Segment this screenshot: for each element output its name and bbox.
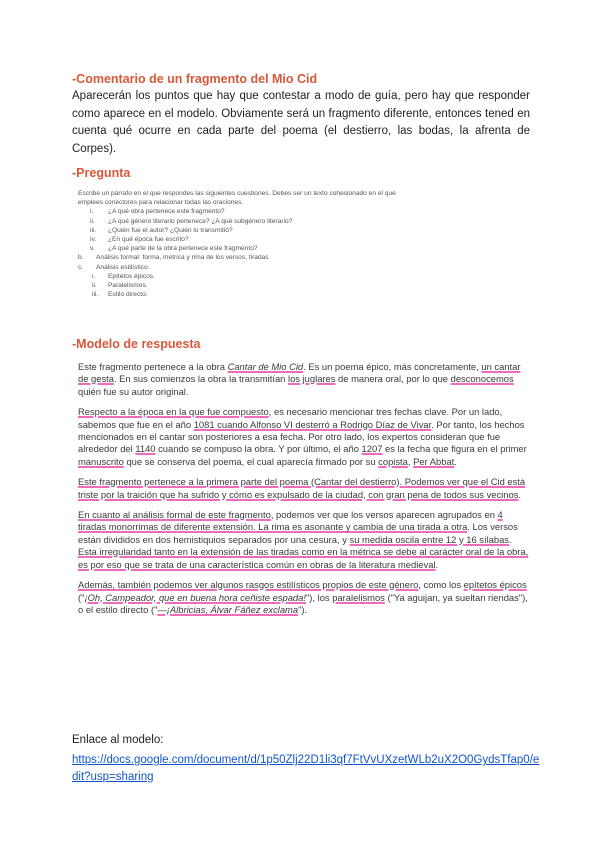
section-heading-comentario: -Comentario de un fragmento del Mio Cid bbox=[72, 72, 318, 86]
model-link[interactable]: https://docs.google.com/document/d/1p50Zlj22D1li3qf7FtVvUXzetWLb2uX2O0GydsTfap0/edit?usp=sharing bbox=[72, 754, 540, 783]
answer-block bbox=[78, 361, 532, 624]
answer-paragraph-1 bbox=[78, 361, 532, 398]
answer-text: es la fecha que figura en el primer bbox=[382, 443, 527, 455]
question-intro: Escribe un párrafo en el que respondes las siguientes cuestiones. Debes ser un texto cohesionado en el que emplees conectores para relacionar todas las oraciones. bbox=[78, 190, 396, 207]
answer-text: quién fue su autor original. bbox=[78, 385, 189, 397]
question-item bbox=[78, 244, 408, 253]
question-item-text: ¿En qué época fue escrito? bbox=[108, 236, 189, 244]
question-item-marker: iii. bbox=[90, 226, 97, 234]
question-item-text: ¿Quién fue el autor? ¿Quién lo transmitió? bbox=[108, 226, 233, 234]
question-item-text: Epítetos épicos. bbox=[108, 272, 155, 280]
answer-paragraph-4 bbox=[78, 509, 532, 571]
question-item-text: Análisis estilístico: bbox=[96, 263, 150, 271]
question-image-block bbox=[78, 189, 408, 299]
question-item-marker: b. bbox=[78, 254, 84, 262]
question-item-marker: c. bbox=[78, 263, 84, 271]
answer-text: cuando se compuso la obra. Y por último, el año bbox=[155, 443, 362, 455]
question-item-marker: i. bbox=[90, 208, 94, 216]
answer-text: ("Ya aguijan, ya sueltan riendas"), o el estilo directo (" bbox=[78, 591, 528, 615]
answer-text: que se conserva del poema, el cual aparecía firmado por su bbox=[123, 455, 379, 467]
question-item-c bbox=[78, 263, 408, 272]
answer-highlight: Además, también podemos ver algunos rasgos estilísticos propios de este género bbox=[78, 579, 419, 591]
answer-text: . bbox=[518, 488, 521, 500]
question-item-text: Análisis formal: forma, métrica y rima de los versos, tiradas bbox=[96, 254, 269, 262]
answer-highlight: 4 tiradas monorrimas de diferente extensión bbox=[78, 509, 503, 533]
answer-highlight: paralelismos bbox=[332, 591, 385, 603]
question-item-b bbox=[78, 253, 408, 262]
answer-text: , es necesario mencionar tres fechas clave. Por un lado, sabemos que fue en el año bbox=[78, 406, 503, 430]
question-item-marker: v. bbox=[90, 245, 95, 253]
section-heading-modelo: -Modelo de respuesta bbox=[72, 337, 201, 351]
answer-highlight: manuscrito bbox=[78, 455, 124, 467]
answer-text: de manera oral, por lo que bbox=[335, 373, 451, 385]
question-subitem bbox=[78, 290, 408, 299]
intro-paragraph: Aparecerán los puntos que hay que contestar a modo de guía, pero hay que responder como aparece en el modelo. Obviamente será un fragmento diferente, entonces tened en cuenta qué ocurre en cada parte del poema (el destierro, las bodas, la afrenta de Corpes). bbox=[72, 90, 530, 155]
question-item-text: Paralelismos. bbox=[108, 282, 148, 290]
question-item-text: Estilo directo. bbox=[108, 291, 148, 299]
question-item-text: ¿A qué obra pertenece este fragmento? bbox=[108, 208, 225, 216]
answer-highlight: Este fragmento pertenece a la bbox=[78, 476, 207, 488]
answer-highlight: primera parte del poema (Cantar del destierro) bbox=[206, 476, 400, 488]
answer-highlight: Esta irregularidad tanto en la extensión de las tiradas como en la métrica se debe al carácter oral de la obra, es por eso que se trata de una característica común en obras de la literatura medieval bbox=[78, 546, 529, 570]
answer-text: , como los bbox=[418, 579, 464, 591]
answer-highlight: 1207 bbox=[361, 443, 383, 455]
answer-highlight: . Podemos ver que el Cid está triste por la traición que ha sufrido y cómo es expulsado de la ciudad, bbox=[78, 476, 526, 500]
answer-highlight: copista bbox=[378, 455, 408, 467]
answer-highlight: su medida oscila entre 12 y 16 sílabas bbox=[349, 533, 509, 545]
answer-highlight: los juglares bbox=[288, 373, 336, 385]
question-item-marker: ii. bbox=[90, 217, 95, 225]
answer-text: Este fragmento pertenece a la obra bbox=[78, 361, 228, 372]
answer-highlight: desconocemos bbox=[450, 373, 514, 385]
answer-highlight: ¡Oh, Campeador, que en buena hora ceñiste espada! bbox=[84, 591, 306, 603]
answer-text: . Por tanto, los hechos mencionados en el cantar son posteriores a esa fecha. Por otro lado, los expertos consideran que fue alrededor del bbox=[78, 418, 525, 455]
answer-highlight: . La rima es asonante y cambia de una tirada a otra bbox=[253, 521, 468, 533]
question-item-marker: i. bbox=[92, 272, 96, 280]
answer-text: . Los versos están divididos en dos hemistiquios separados por una cesura, y bbox=[78, 521, 518, 545]
answer-text: (" bbox=[78, 591, 85, 603]
answer-highlight: con gran pena de todos sus vecinos bbox=[368, 488, 519, 500]
answer-highlight: cuando Alfonso VI desterró a Rodrigo Díaz de Vivar bbox=[214, 418, 432, 430]
question-item-marker: ii. bbox=[92, 282, 97, 290]
answer-text: , podemos ver que los versos aparecen agrupados en bbox=[270, 509, 498, 521]
question-item bbox=[78, 207, 408, 216]
answer-text: . bbox=[435, 558, 439, 570]
question-item bbox=[78, 226, 408, 235]
question-item-text: ¿A qué género literario pertenece? ¿A qué subgénero literario? bbox=[108, 217, 293, 225]
answer-text: "), los bbox=[305, 591, 333, 603]
question-item-marker: iii. bbox=[92, 291, 99, 299]
answer-highlight: 1140 bbox=[135, 443, 156, 455]
answer-text: . bbox=[454, 455, 457, 467]
answer-highlight: Per Abbat bbox=[413, 455, 455, 467]
answer-highlight: Cantar de Mio Cid bbox=[227, 361, 304, 372]
answer-highlight: —¡Albricias, Álvar Fáñez exclama bbox=[157, 603, 299, 615]
question-item bbox=[78, 235, 408, 244]
answer-highlight: Respecto a la época en la que fue compuesto bbox=[78, 406, 269, 418]
link-label: Enlace al modelo: bbox=[72, 734, 164, 746]
answer-text: . bbox=[508, 533, 512, 545]
answer-highlight: En cuanto al análisis formal de este fragmento bbox=[78, 509, 271, 521]
question-item-text: ¿A qué parte de la obra pertenece este fragmento? bbox=[108, 245, 258, 253]
answer-highlight: epítetos épicos bbox=[463, 579, 527, 591]
answer-paragraph-3 bbox=[78, 476, 532, 501]
answer-highlight: un cantar de gesta bbox=[78, 361, 521, 385]
answer-paragraph-5 bbox=[78, 579, 532, 616]
question-subitem bbox=[78, 272, 408, 281]
section-heading-pregunta: -Pregunta bbox=[72, 166, 131, 180]
question-item bbox=[78, 217, 408, 226]
question-subitem bbox=[78, 281, 408, 290]
question-item-marker: iv. bbox=[90, 236, 97, 244]
answer-text: "). bbox=[298, 603, 308, 615]
answer-text: . Es un poema épico, más concretamente, bbox=[303, 361, 482, 372]
answer-text: . En sus comienzos la obra la transmitían bbox=[113, 373, 289, 385]
answer-text: , bbox=[407, 455, 414, 467]
answer-paragraph-2 bbox=[78, 406, 532, 468]
answer-highlight: 1081 bbox=[193, 418, 215, 430]
